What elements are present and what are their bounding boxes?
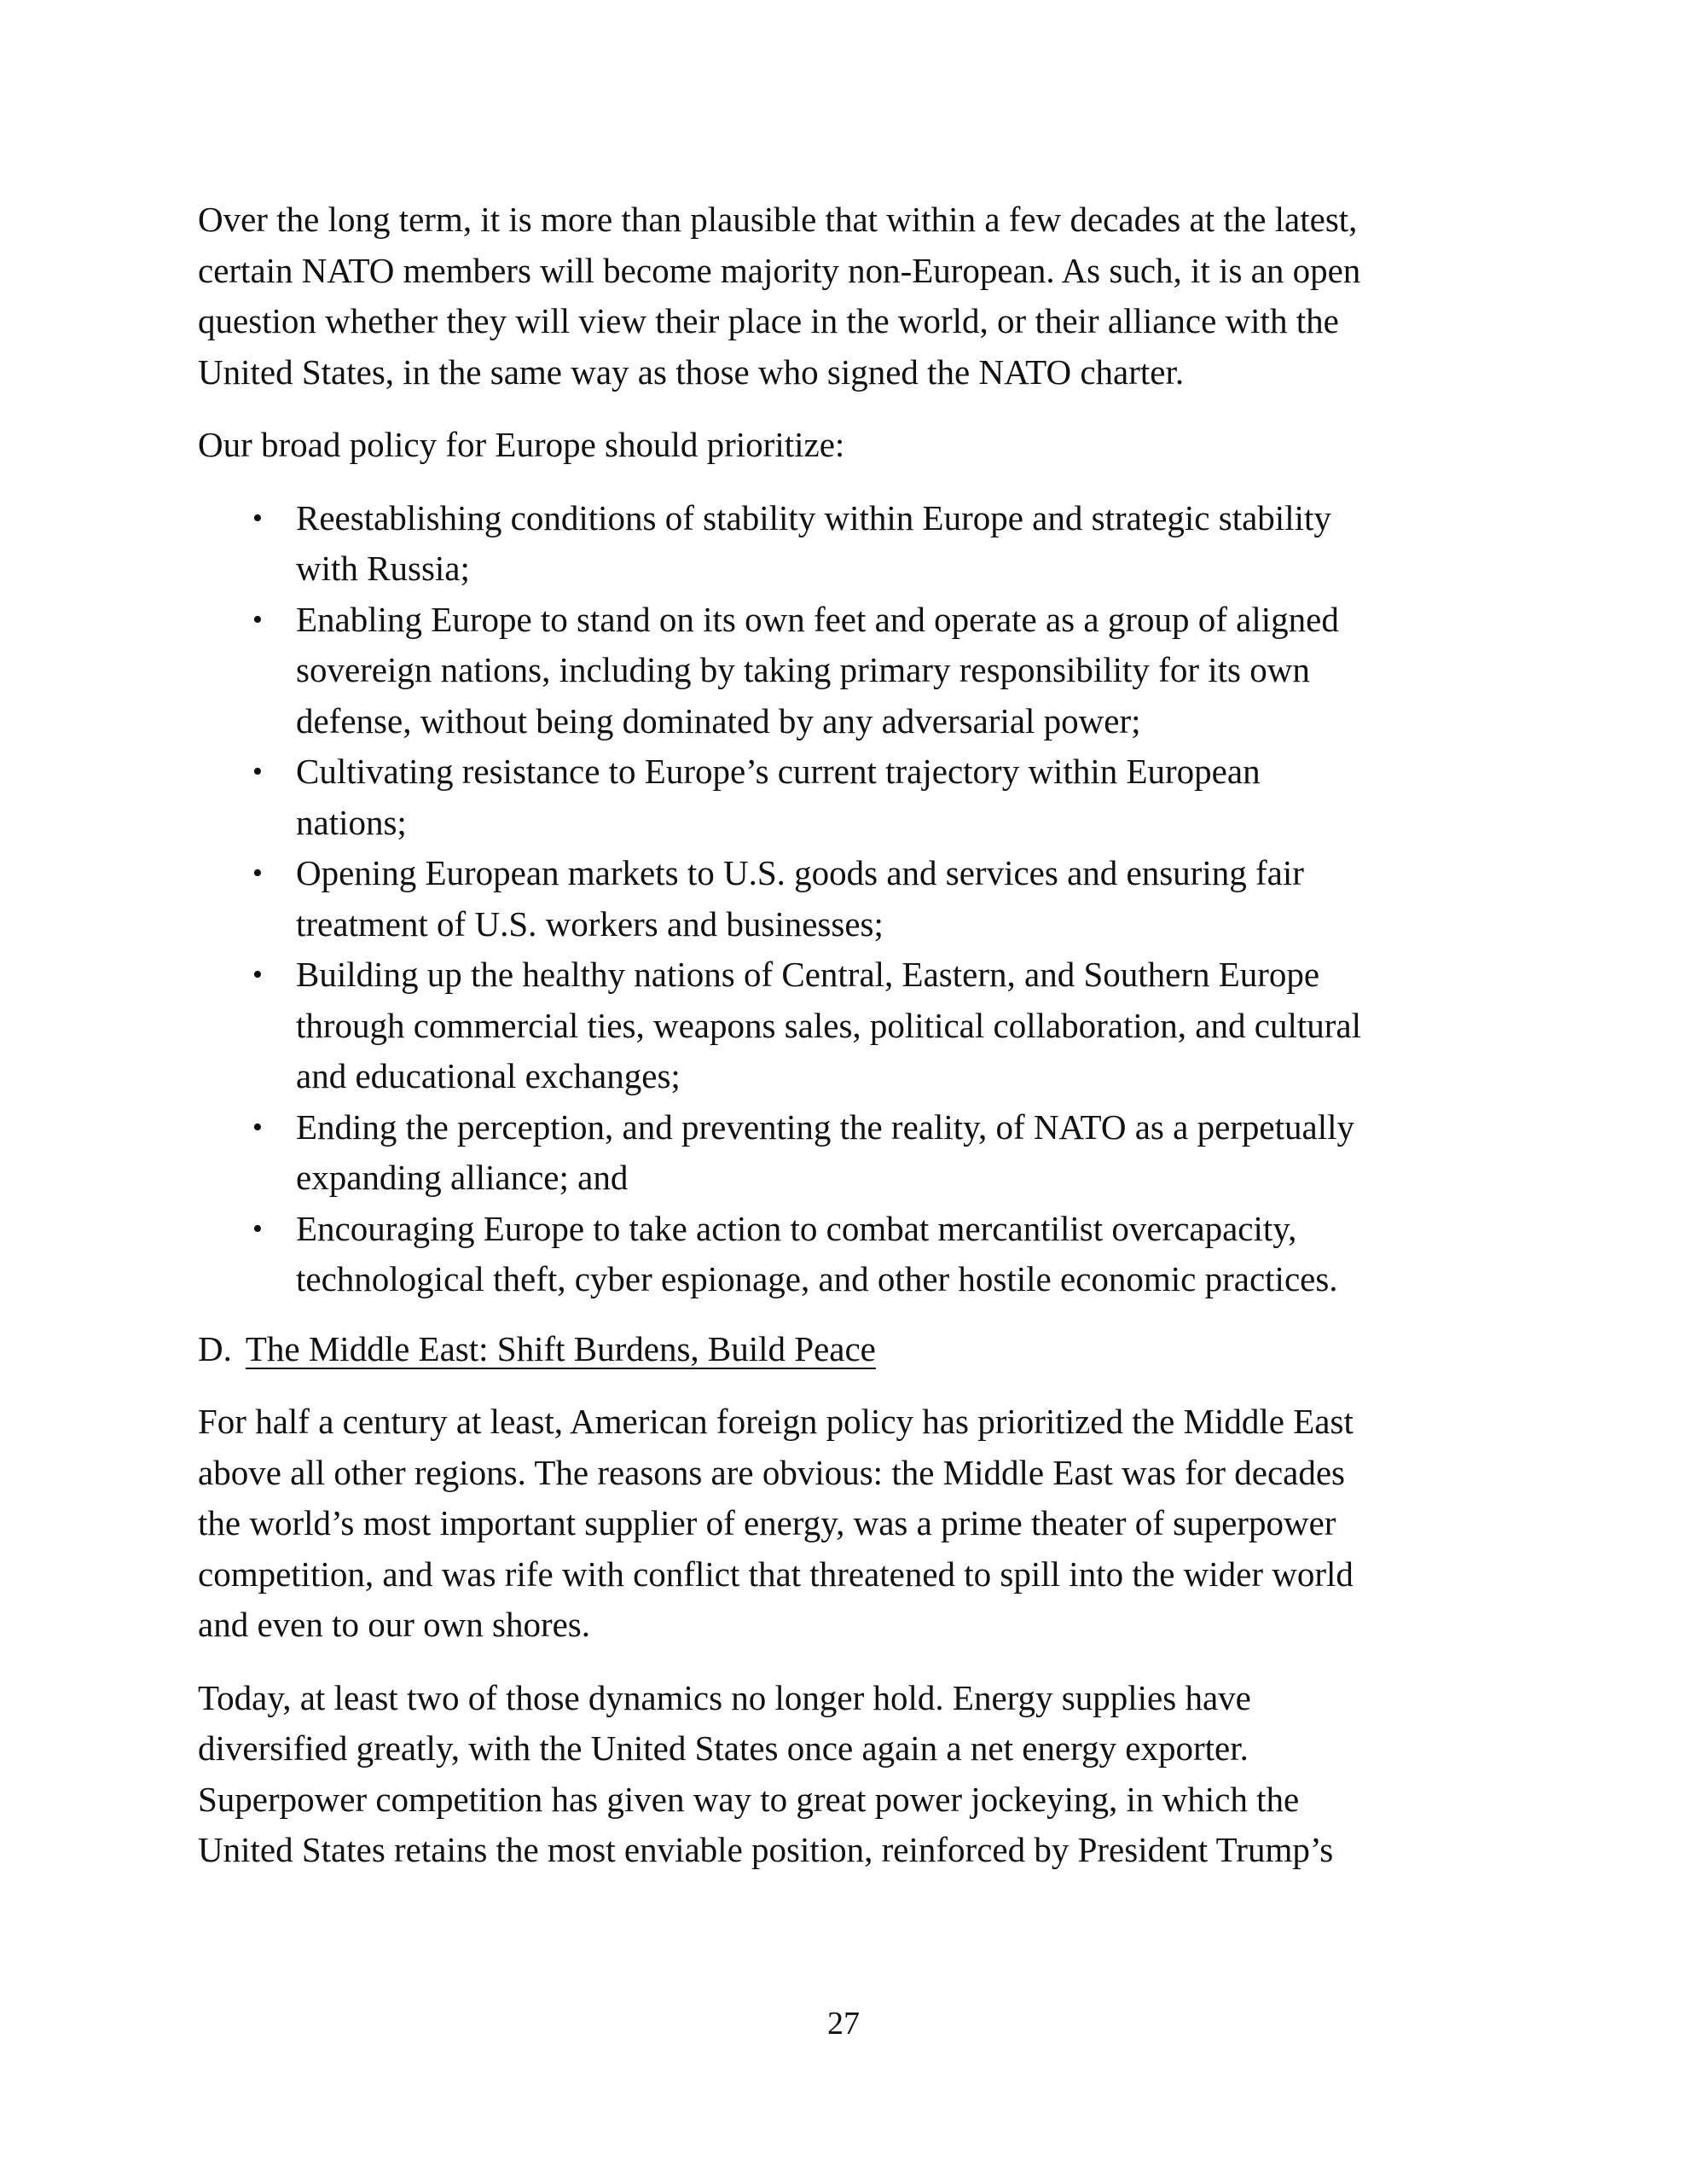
text-line: and even to our own shores. (198, 1605, 591, 1644)
text-line: United States retains the most enviable position, reinforced by President Trump’s (198, 1830, 1334, 1869)
text-line: question whether they will view their place in the world, or their alliance with the (198, 301, 1339, 340)
text-line: Today, at least two of those dynamics no longer hold. Energy supplies have (198, 1677, 1251, 1717)
list-item (198, 1102, 1503, 1204)
text-line: Reestablishing conditions of stability within Europe and strategic stability (296, 497, 1331, 537)
text-line: Cultivating resistance to Europe’s current trajectory within European (296, 752, 1261, 791)
text-line: competition, and was rife with conflict that threatened to spill into the wider world (198, 1554, 1354, 1594)
bullet-icon: • (252, 1111, 263, 1143)
text-line: diversified greatly, with the United States once again a net energy exporter. (198, 1728, 1249, 1768)
list-item (198, 1204, 1503, 1305)
paragraph-nato-demographics (198, 195, 1503, 398)
text-line: and educational exchanges; (296, 1056, 681, 1095)
list-item (198, 595, 1503, 747)
text-line: nations; (296, 802, 407, 842)
text-line: through commercial ties, weapons sales, political collaboration, and cultural (296, 1005, 1361, 1045)
bullet-icon: • (252, 857, 263, 889)
section-heading-title: The Middle East: Shift Burdens, Build Peace (245, 1328, 876, 1368)
bullet-icon: • (252, 603, 263, 636)
bullet-icon: • (252, 756, 263, 787)
text-line: defense, without being dominated by any adversarial power; (296, 700, 1141, 741)
text-line: Opening European markets to U.S. goods and services and ensuring fair (296, 853, 1304, 892)
text-line: the world’s most important supplier of energy, was a prime theater of superpower (198, 1503, 1336, 1542)
text-line: technological theft, cyber espionage, and other hostile economic practices. (296, 1259, 1338, 1298)
section-heading-label: D. (198, 1328, 232, 1368)
text-line: with Russia; (296, 549, 470, 588)
text-line: Enabling Europe to stand on its own feet and operate as a group of aligned (296, 599, 1339, 639)
text-line: treatment of U.S. workers and businesses; (296, 903, 884, 944)
europe-policy-list (198, 493, 1503, 1305)
bullet-icon: • (252, 502, 263, 534)
list-item (198, 950, 1503, 1102)
list-item (198, 746, 1503, 848)
page-number: 27 (827, 2006, 860, 2042)
list-item (198, 493, 1503, 595)
paragraph-today-dynamics (198, 1673, 1503, 1876)
text-line: above all other regions. The reasons are obvious: the Middle East was for decades (198, 1452, 1345, 1492)
bullet-icon: • (252, 959, 263, 990)
text-line: expanding alliance; and (296, 1158, 629, 1197)
text-line: Building up the healthy nations of Central, Eastern, and Southern Europe (296, 955, 1320, 994)
bullet-icon: • (252, 1212, 263, 1245)
text-line: For half a century at least, American foreign policy has prioritized the Middle East (198, 1402, 1354, 1441)
document-page (198, 195, 1503, 1898)
text-line: Ending the perception, and preventing the reality, of NATO as a perpetually (296, 1107, 1354, 1147)
list-item (198, 848, 1503, 950)
text-line: United States, in the same way as those who signed the NATO charter. (198, 351, 1185, 392)
text-line: certain NATO members will become majority non-European. As such, it is an open (198, 250, 1361, 290)
list-intro: Our broad policy for Europe should prioritize: (198, 425, 845, 464)
text-line: Encouraging Europe to take action to combat mercantilist overcapacity, (296, 1208, 1297, 1248)
text-line: Superpower competition has given way to great power jockeying, in which the (198, 1779, 1300, 1819)
section-heading (198, 1324, 1503, 1375)
text-line: Over the long term, it is more than plausible that within a few decades at the latest, (198, 200, 1358, 239)
text-line: sovereign nations, including by taking primary responsibility for its own (296, 650, 1310, 689)
paragraph-middle-east-history (198, 1397, 1503, 1651)
